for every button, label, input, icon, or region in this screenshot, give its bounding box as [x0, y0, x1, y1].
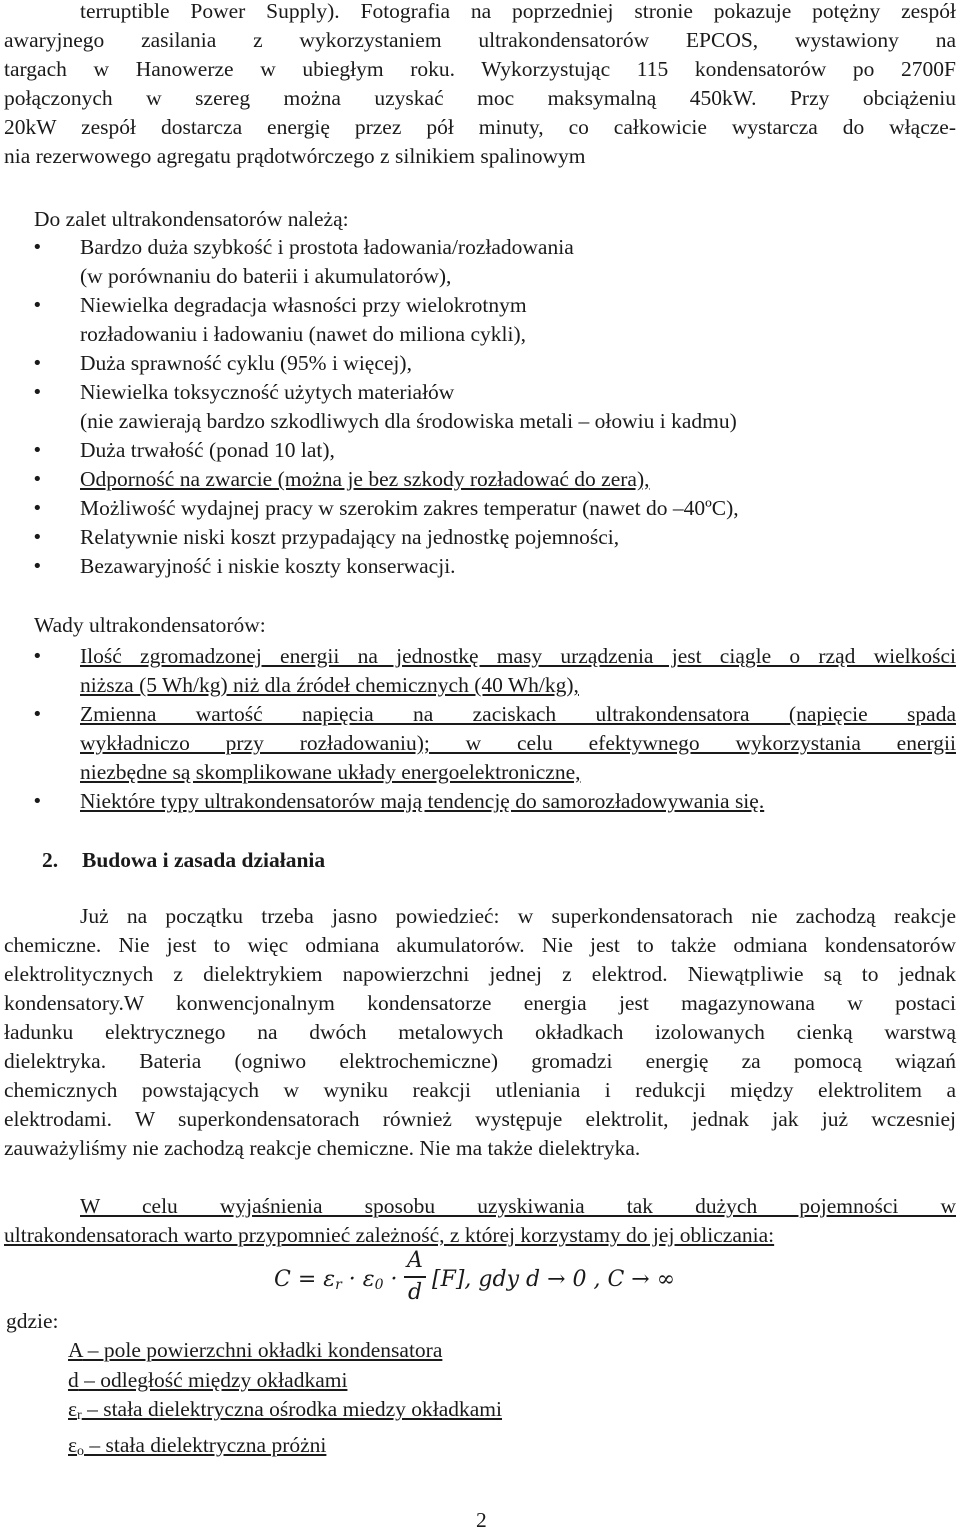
body-line: chemicznych powstających w wyniku reakcji utleniania i redukcji między elektrolitem a [4, 1078, 956, 1102]
list-item [4, 787, 956, 816]
list-item-line: niezbędne są skomplikowane układy energoelektroniczne, [80, 760, 581, 784]
intro-line: nia rezerwowego agregatu prądotwórczego z silnikiem spalinowym [4, 144, 586, 168]
intro-line: 20kW zespół dostarcza energię przez pół minuty, co całkowicie wystarcza do włącze- [4, 115, 956, 139]
list-item [4, 436, 956, 465]
list-item [4, 465, 956, 494]
advantages-heading: Do zalet ultrakondensatorów należą: [34, 207, 349, 231]
list-item-line: (w porównaniu do baterii i akumulatorów), [80, 264, 452, 288]
definition-item: $\varepsilon_r$ – stała dielektryczna ośrodka miedzy okładkami [68, 1397, 503, 1423]
disadvantages-heading: Wady ultrakondensatorów: [34, 613, 266, 637]
list-item-line: • Możliwość wydajnej pracy w szerokim zakres temperatur (nawet do –40ºC), [80, 496, 739, 520]
list-item [4, 291, 956, 349]
list-item [4, 523, 956, 552]
list-item-line: • Zmienna wartość napięcia na zaciskach ultrakondensatora (napięcie spada [80, 702, 956, 726]
intro-paragraph [4, 0, 956, 171]
list-item-line: • Bardzo duża szybkość i prostota ładowania/rozładowania [80, 235, 574, 259]
body-line: Już na początku trzeba jasno powiedzieć: w superkondensatorach nie zachodzą reakcje [80, 904, 956, 928]
section-heading [42, 846, 325, 875]
formula-intro-line: ultrakondensatorach warto przypomnieć zależność, z której korzystamy do jej obliczania: [4, 1223, 775, 1247]
list-item-line: • Niewielka toksyczność użytych materiałów [80, 380, 455, 404]
intro-line: targach w Hanowerze w ubiegłym roku. Wykorzystując 115 kondensatorów po 2700F [4, 57, 956, 81]
list-item [4, 349, 956, 378]
body-line: zauważyliśmy nie zachodzą reakcje chemiczne. Nie ma także dielektryka. [4, 1136, 641, 1160]
intro-line: połączonych w szereg można uzyskać moc maksymalną 450kW. Przy obciążeniu [4, 86, 956, 110]
body-line: dielektryka. Bateria (ogniwo elektrochemiczne) gromadzi energię za pomocą wiązań [4, 1049, 956, 1073]
definition-item: d – odległość między okładkami [68, 1367, 348, 1392]
formula-denominator: d [407, 1279, 423, 1305]
definitions-list [68, 1336, 502, 1466]
list-item-line: • Relatywnie niski koszt przypadający na jednostkę pojemności, [80, 525, 620, 549]
body-line: elektrolitycznych z dielektrykiem napowierzchni jednej z elektrod. Niewątpliwie są to jednak [4, 962, 956, 986]
list-item [4, 642, 956, 700]
list-item-line: wykładniczo przy rozładowaniu); w celu efektywnego wykorzystania energii [80, 731, 956, 755]
formula-fraction [404, 1248, 426, 1306]
list-item-line: • Niewielka degradacja własności przy wielokrotnym [80, 293, 527, 317]
formula-intro [4, 1192, 956, 1250]
list-item-line: (nie zawierają bardzo szkodliwych dla środowiska metali – ołowiu i kadmu) [80, 409, 737, 433]
list-item-line: • Niektóre typy ultrakondensatorów mają tendencję do samorozładowywania się. [80, 789, 765, 813]
capacitance-formula [274, 1248, 694, 1314]
list-item [4, 233, 956, 291]
list-item-line: • Ilość zgromadzonej energii na jednostkę masy urządzenia jest ciągle o rząd wielkości [80, 644, 956, 668]
fraction-bar [404, 1276, 426, 1278]
list-item-line: • Odporność na zwarcie (można je bez szkody rozładować do zera), [80, 467, 650, 491]
definition-item: $\varepsilon_o$ – stała dielektryczna próżni [68, 1432, 327, 1459]
body-line: kondensatory.W konwencjonalnym kondensatorze energia jest magazynowana w postaci [4, 991, 956, 1015]
section-title: Budowa i zasada działania [82, 848, 326, 872]
list-item-line: • Duża trwałość (ponad 10 lat), [80, 438, 335, 462]
formula-rhs: [F], gdy d → 0 , C → ∞ [432, 1267, 676, 1292]
formula-numerator: A [407, 1248, 423, 1273]
body-line: chemiczne. Nie jest to więc odmiana akumulatorów. Nie jest to także odmiana kondensatorów [4, 933, 956, 957]
page-number: 2 [476, 1508, 487, 1532]
intro-line: terruptible Power Supply). Fotografia na poprzedniej stronie pokazuje potężny zespół [80, 0, 956, 23]
advantages-list [4, 233, 956, 581]
body-line: ładunku elektrycznego na dwóch metalowych okładkach izolowanych cienką warstwą [4, 1020, 956, 1044]
list-item [4, 378, 956, 436]
list-item-line: • Duża sprawność cyklu (95% i więcej), [80, 351, 412, 375]
section-number: 2. [42, 848, 59, 872]
list-item [4, 552, 956, 581]
list-item-line: niższa (5 Wh/kg) niż dla źródeł chemicznych (40 Wh/kg), [80, 673, 579, 697]
list-item [4, 494, 956, 523]
definitions-label: gdzie: [6, 1309, 59, 1333]
list-item [4, 700, 956, 787]
list-item-line: • Bezawaryjność i niskie koszty konserwacji. [80, 554, 456, 578]
intro-line: awaryjnego zasilania z wykorzystaniem ultrakondensatorów EPCOS, wystawiony na [4, 28, 956, 52]
disadvantages-list [4, 642, 956, 816]
body-paragraph [4, 902, 956, 1163]
formula-intro-line: W celu wyjaśnienia sposobu uzyskiwania tak dużych pojemności w [80, 1194, 956, 1218]
list-item-line: rozładowaniu i ładowaniu (nawet do miliona cykli), [80, 322, 526, 346]
formula-lhs: $C = \varepsilon_r \cdot \varepsilon_0$ · [274, 1267, 398, 1293]
body-line: elektrodami. W superkondensatorach również występuje elektrolit, jednak jak już wczesniej [4, 1107, 956, 1131]
definition-item: A – pole powierzchni okładki kondensatora [68, 1338, 443, 1362]
